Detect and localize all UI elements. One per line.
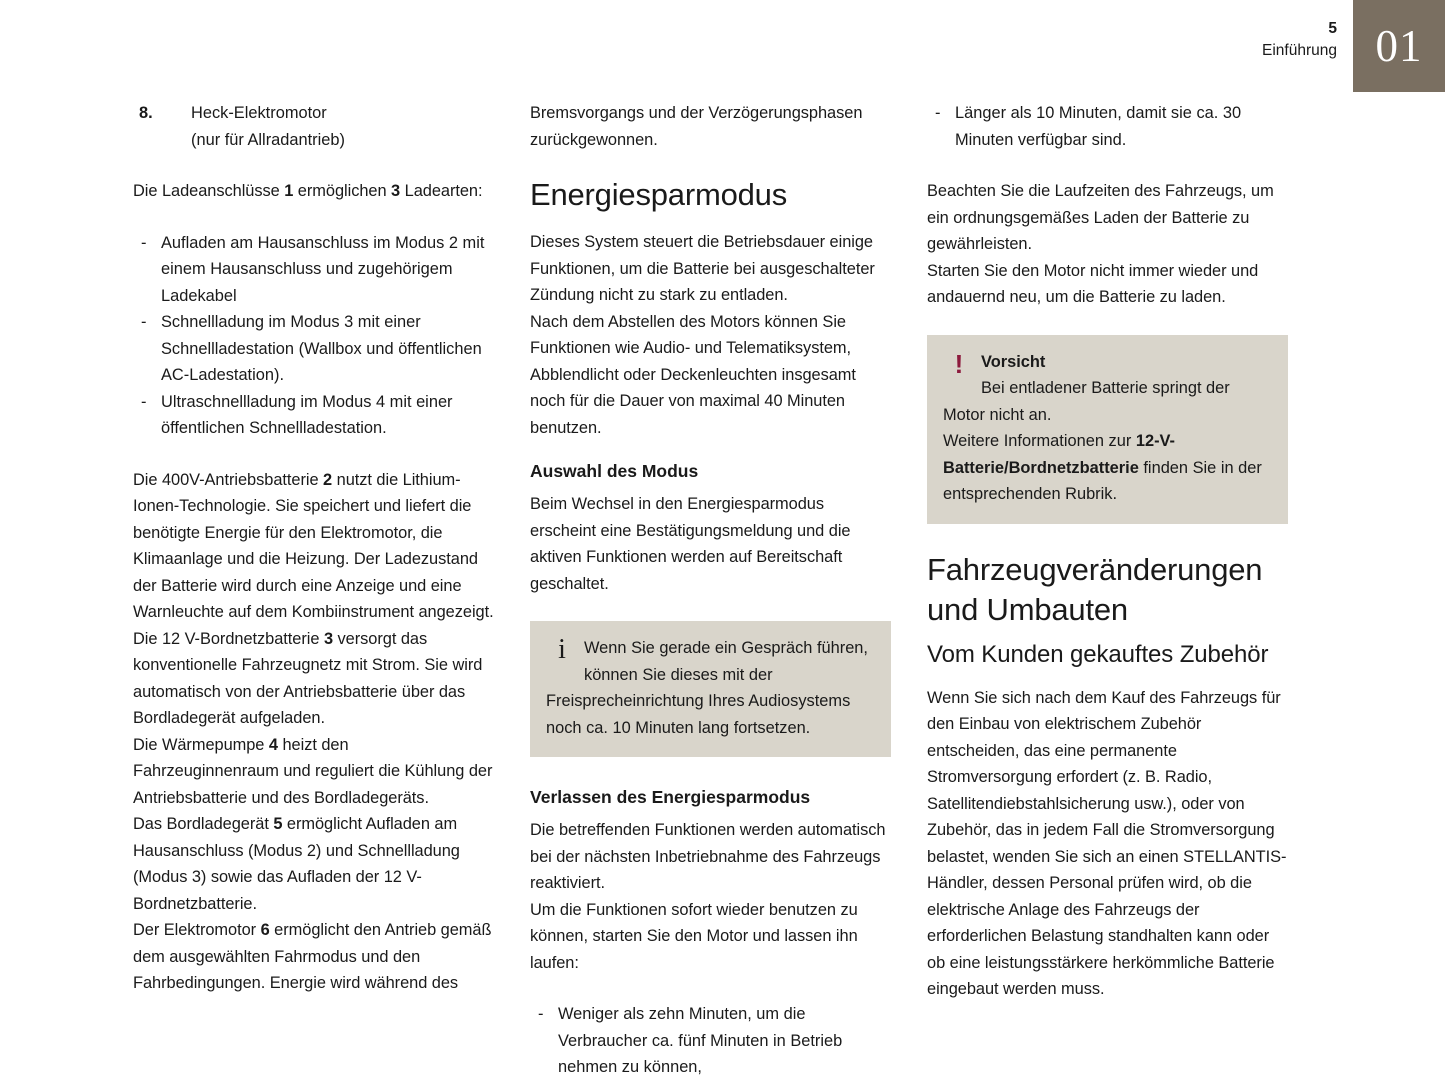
- dash-bullet: -: [935, 104, 941, 122]
- paragraph-immediate-use: Um die Funktionen sofort wieder benutzen zu können, starten Sie den Motor und lassen ihn laufen:: [530, 900, 858, 972]
- list-item: [927, 100, 1288, 153]
- intro-part-2: ermöglichen: [293, 182, 392, 200]
- warning-line-1: Bei entladener Batterie springt der Motor nicht an.: [943, 379, 1230, 424]
- header-meta: [1262, 18, 1337, 63]
- info-icon: i: [558, 634, 566, 665]
- item-number: 8.: [139, 104, 153, 122]
- warning-ref-part-1: Weitere Informationen zur: [943, 432, 1136, 450]
- column-3: [927, 100, 1288, 1081]
- dash-bullet: -: [141, 313, 147, 331]
- list-item: [530, 1001, 891, 1081]
- heatpump-part-1: Die Wärmepumpe: [133, 735, 269, 754]
- intro-ref-1: 1: [284, 182, 294, 200]
- charger-part-1: Das Bordladegerät: [133, 815, 274, 833]
- info-notice-text: Wenn Sie gerade ein Gespräch führen, können Sie dieses mit der Freisprecheinrichtung Ihres Audiosystems noch ca. 10 Minuten lang fortsetzen.: [546, 639, 868, 737]
- dash-bullet: -: [141, 392, 147, 411]
- charger-ref: 5: [273, 815, 283, 833]
- exit-conditions-list: [530, 1001, 891, 1081]
- exit-conditions-list-continued: [927, 100, 1288, 153]
- motor-part-2: ermöglicht den Antrieb gemäß dem ausgewählten Fahrmodus und den Fahrbedingungen. Energie wird während des: [133, 921, 492, 992]
- intro-part-3: Ladearten:: [400, 182, 483, 200]
- page-columns: [133, 100, 1323, 1081]
- battery-paragraph: [133, 467, 494, 626]
- list-item-text: Schnellladung im Modus 3 mit einer Schnellladestation (Wallbox und öffentlichen AC-Ladestation).: [161, 313, 482, 384]
- paragraph-reactivation: Die betreffenden Funktionen werden automatisch bei der nächsten Inbetriebnahme des Fahrzeugs reaktiviert.: [530, 821, 886, 892]
- chapter-number-tab: 01: [1353, 0, 1445, 92]
- list-item-text: Weniger als zehn Minuten, um die Verbraucher ca. fünf Minuten in Betrieb nehmen zu können,: [558, 1005, 843, 1076]
- warning-ref-part-2: finden Sie in der entsprechenden Rubrik.: [943, 458, 1262, 503]
- warning-ref-bold: 12-V-Batterie/Bordnetzbatterie: [943, 432, 1176, 477]
- list-item: [133, 309, 494, 389]
- item-text: [191, 100, 494, 153]
- intro-paragraph: [133, 178, 494, 205]
- motor-part-1: Der Elektromotor: [133, 921, 261, 939]
- dash-bullet: -: [538, 1005, 544, 1023]
- paragraph-mode-switch: Beim Wechsel in den Energiesparmodus erscheint eine Bestätigungsmeldung und die aktiven Funktionen werden auf Bereitschaft geschaltet.: [530, 495, 851, 593]
- battery-part-1: Die 400V-Antriebsbatterie: [133, 470, 324, 489]
- warning-icon: !: [954, 348, 964, 379]
- heading-energiesparmodus: Energiesparmodus: [530, 177, 788, 212]
- intro-ref-3: 3: [391, 182, 401, 200]
- numbered-item-8: [133, 100, 494, 153]
- onboard-battery-paragraph: [133, 626, 494, 732]
- charger-part-2: ermöglicht Aufladen am Hausanschluss (Modus 2) und Schnellladung (Modus 3) sowie das Aufladen der 12 V-Bordnetzbatterie.: [133, 815, 460, 913]
- intro-part-1: Die Ladeanschlüsse: [133, 182, 285, 200]
- list-item-text: Ultraschnellladung im Modus 4 mit einer öffentlichen Schnellladestation.: [161, 392, 453, 437]
- continued-paragraph: Bremsvorgangs und der Verzögerungsphasen zurückgewonnen.: [530, 104, 863, 149]
- list-item: [133, 389, 494, 442]
- page-number: 5: [1328, 20, 1337, 37]
- onboard-part-1: Die 12 V-Bordnetzbatterie: [133, 629, 324, 648]
- heading-fahrzeugveraenderungen: Fahrzeugveränderungen und Umbauten: [927, 551, 1263, 627]
- paragraph-accessory-note: Wenn Sie sich nach dem Kauf des Fahrzeugs für den Einbau von elektrischem Zubehör entscheiden, das eine permanente Stromversorgung erfordert (z. B. Radio, Satellitendiebstahlsicherung usw.), oder von Zubehör, das in jedem Fall die Stromversorgung belastet, wenden Sie sich an einen STELLANTIS-Händler, dessen Personal prüfen wird, ob die elektrische Anlage des Fahrzeugs der erforderlichen Belastung standhalten kann oder ob eine leistungsstärkere herkömmliche Batterie eingebaut werden muss.: [927, 688, 1287, 998]
- list-item: [133, 230, 494, 310]
- warning-title-text: Vorsicht: [981, 352, 1046, 371]
- onboard-part-2: versorgt das konventionelle Fahrzeugnetz mit Strom. Sie wird automatisch von der Antriebsbatterie über das Bordladegerät aufgeladen.: [133, 629, 483, 727]
- page-header: [0, 0, 1445, 92]
- heading-verlassen-energiesparmodus: Verlassen des Energiesparmodus: [530, 787, 811, 807]
- paragraph-runtime-note: Beachten Sie die Laufzeiten des Fahrzeugs, um ein ordnungsgemäßes Laden der Batterie zu gewährleisten.: [927, 182, 1274, 253]
- list-item-text: Aufladen am Hausanschluss im Modus 2 mit einem Hausanschluss und zugehörigem Ladekabel: [161, 233, 485, 305]
- list-item-text: Länger als 10 Minuten, damit sie ca. 30 Minuten verfügbar sind.: [955, 104, 1242, 149]
- charge-modes-list: [133, 230, 494, 442]
- heading-auswahl-des-modus: Auswahl des Modus: [530, 461, 699, 481]
- item-line-2: (nur für Allradantrieb): [191, 130, 345, 149]
- chapter-title: Einführung: [1262, 42, 1337, 60]
- warning-title: [943, 348, 1272, 379]
- onboard-charger-paragraph: [133, 811, 494, 917]
- motor-ref: 6: [260, 921, 270, 939]
- battery-ref: 2: [323, 470, 333, 489]
- paragraph-restart-note: Starten Sie den Motor nicht immer wieder und andauernd neu, um die Batterie zu laden.: [927, 261, 1259, 306]
- item-line-1: Heck-Elektromotor: [191, 104, 327, 122]
- motor-paragraph: [133, 917, 494, 997]
- warning-line-2: [943, 428, 1272, 508]
- heatpump-part-2: heizt den Fahrzeuginnenraum und reguliert die Kühlung der Antriebsbatterie und des Bordladegeräts.: [133, 735, 493, 807]
- battery-part-2: nutzt die Lithium-Ionen-Technologie. Sie speichert und liefert die benötigte Energie für den Elektromotor, die Klimaanlage und die Heizung. Der Ladezustand der Batterie wird durch eine Anzeige und eine Warnleuchte auf dem Kombiinstrument angezeigt.: [133, 470, 494, 621]
- paragraph-system-control: Dieses System steuert die Betriebsdauer einige Funktionen, um die Batterie bei ausgeschalteter Zündung nicht zu stark zu entladen.: [530, 233, 875, 304]
- onboard-ref: 3: [323, 629, 334, 648]
- paragraph-after-shutdown: Nach dem Abstellen des Motors können Sie Funktionen wie Audio- und Telematiksystem, Abblendlicht oder Deckenleuchten insgesamt noch für die Dauer von maximal 40 Minuten benutzen.: [530, 312, 856, 437]
- dash-bullet: -: [141, 233, 147, 252]
- heat-pump-paragraph: [133, 732, 494, 812]
- heatpump-ref: 4: [268, 735, 278, 754]
- warning-notice-box: [927, 335, 1288, 524]
- heading-zubehoer: Vom Kunden gekauftes Zubehör: [927, 640, 1269, 668]
- info-notice-box: [530, 621, 891, 757]
- column-2: [530, 100, 891, 1081]
- column-1: [133, 100, 494, 1081]
